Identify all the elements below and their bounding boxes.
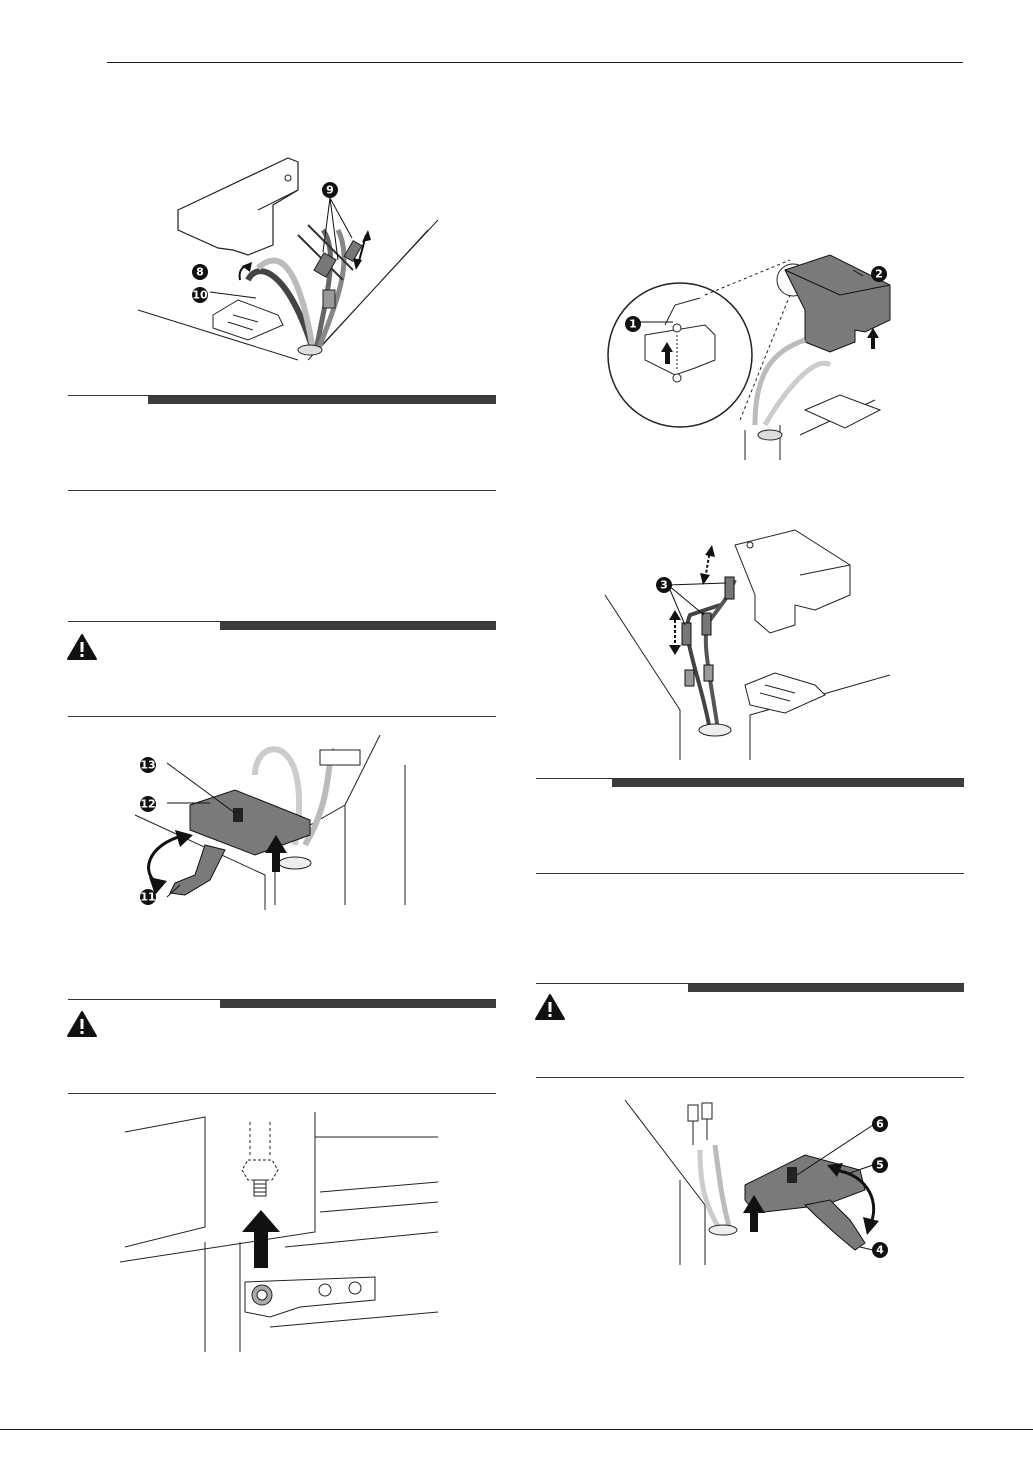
section-rule [536,873,964,874]
callout-4 [872,1242,888,1258]
svg-text:3: 3 [660,578,668,592]
svg-text:6: 6 [876,1117,884,1131]
svg-text:13: 13 [140,758,156,772]
figure-connectors-disconnect [600,525,900,760]
svg-text:2: 2 [875,267,883,281]
note-bar [68,395,496,405]
svg-text:11: 11 [140,890,156,904]
figure-harness-disconnect [138,150,438,365]
figure-cover-removal [605,250,905,460]
callout-12 [140,796,156,812]
svg-text:1: 1 [629,317,637,331]
svg-text:8: 8 [196,265,204,279]
svg-text:9: 9 [326,183,334,197]
callout-1 [625,316,641,332]
caution-bar [68,999,496,1009]
figure-hinge-removal-left [135,735,435,910]
callout-13 [140,757,156,773]
header-rule [107,62,963,63]
footer-rule [0,1429,1033,1430]
warning-triangle-icon [66,633,98,661]
callout-8 [192,264,208,280]
callout-11 [140,889,156,905]
warning-triangle-icon [534,993,566,1021]
callout-10 [192,287,208,303]
callout-2 [871,266,887,282]
svg-text:4: 4 [876,1243,884,1257]
section-rule [68,490,496,491]
callout-3 [656,577,672,593]
section-rule [536,1077,964,1078]
callout-5 [872,1157,888,1173]
section-rule [68,716,496,717]
caution-bar [68,621,496,631]
figure-hinge-removal-right [605,1095,900,1270]
svg-text:12: 12 [140,797,156,811]
note-bar [536,778,964,788]
callout-9 [322,182,338,198]
caution-bar [536,983,964,993]
section-rule [68,1093,496,1094]
warning-triangle-icon [66,1010,98,1038]
callout-6 [872,1116,888,1132]
figure-door-lift [120,1112,440,1352]
svg-text:10: 10 [192,288,208,302]
svg-text:5: 5 [876,1158,884,1172]
